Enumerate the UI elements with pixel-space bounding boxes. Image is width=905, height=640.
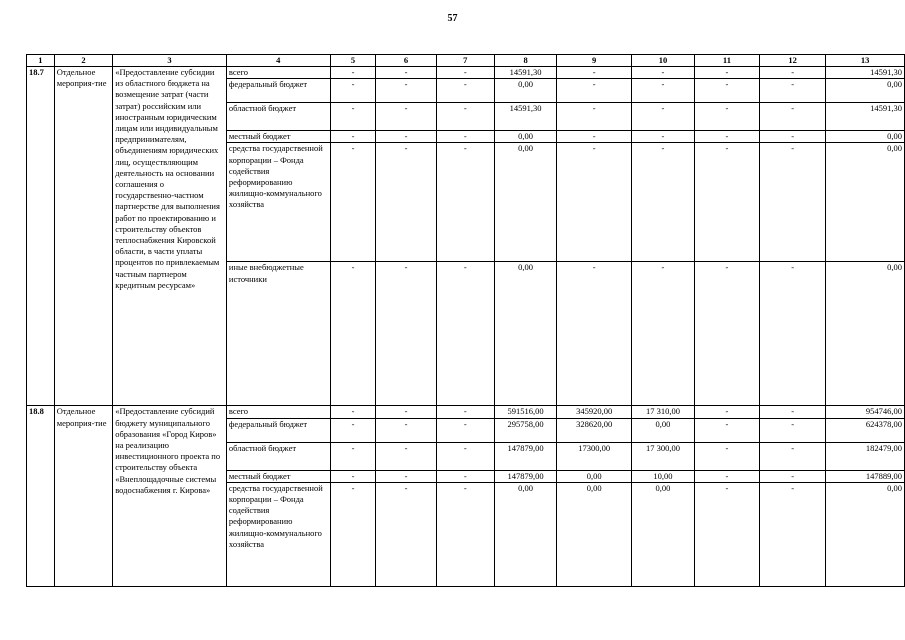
value-cell: -	[557, 79, 632, 103]
value-cell: -	[436, 103, 494, 131]
value-cell: 147879,00	[494, 442, 556, 470]
value-cell: -	[376, 79, 436, 103]
value-cell: -	[436, 131, 494, 143]
value-cell: -	[330, 67, 376, 79]
value-cell: -	[376, 442, 436, 470]
value-cell: -	[436, 79, 494, 103]
value-cell: -	[760, 482, 826, 586]
value-cell: -	[694, 482, 759, 586]
value-cell: -	[376, 143, 436, 262]
header-cell: 4	[226, 55, 330, 67]
funding-source: иные внебюджетные источники	[226, 262, 330, 406]
value-cell: 328620,00	[557, 418, 632, 442]
funding-source: местный бюджет	[226, 131, 330, 143]
header-cell: 12	[760, 55, 826, 67]
header-cell: 5	[330, 55, 376, 67]
value-cell: -	[436, 470, 494, 482]
value-cell: -	[330, 79, 376, 103]
funding-source: средства государственной корпорации – Фонда содействия реформированию жилищно-коммунального хозяйства	[226, 482, 330, 586]
value-cell: -	[694, 103, 759, 131]
value-cell: -	[376, 67, 436, 79]
value-cell: 0,00	[494, 482, 556, 586]
item-type: Отдельное мероприя-тие	[54, 406, 112, 586]
value-cell: -	[760, 79, 826, 103]
total-cell: 0,00	[826, 143, 905, 262]
value-cell: 14591,30	[494, 103, 556, 131]
value-cell: 0,00	[494, 79, 556, 103]
value-cell: -	[694, 442, 759, 470]
page-number: 57	[447, 13, 458, 24]
value-cell: -	[330, 418, 376, 442]
funding-source: федеральный бюджет	[226, 418, 330, 442]
value-cell: -	[760, 67, 826, 79]
header-cell: 7	[436, 55, 494, 67]
value-cell: -	[436, 482, 494, 586]
value-cell: -	[694, 418, 759, 442]
value-cell: -	[376, 470, 436, 482]
value-cell: -	[376, 262, 436, 406]
value-cell: -	[330, 442, 376, 470]
value-cell: -	[694, 406, 759, 418]
funding-source: средства государственной корпорации – Фонда содействия реформированию жилищно-коммунального хозяйства	[226, 143, 330, 262]
header-cell: 8	[494, 55, 556, 67]
value-cell: -	[557, 67, 632, 79]
value-cell: -	[760, 103, 826, 131]
value-cell: 10,00	[632, 470, 695, 482]
value-cell: -	[330, 470, 376, 482]
total-cell: 624378,00	[826, 418, 905, 442]
value-cell: 0,00	[632, 418, 695, 442]
funding-source: всего	[226, 406, 330, 418]
header-cell: 3	[113, 55, 227, 67]
value-cell: -	[632, 143, 695, 262]
header-cell: 10	[632, 55, 695, 67]
header-cell: 13	[826, 55, 905, 67]
value-cell: -	[330, 406, 376, 418]
value-cell: -	[436, 262, 494, 406]
value-cell: -	[436, 418, 494, 442]
value-cell: -	[436, 406, 494, 418]
header-cell: 6	[376, 55, 436, 67]
value-cell: -	[330, 103, 376, 131]
header-cell: 11	[694, 55, 759, 67]
value-cell: 17 310,00	[632, 406, 695, 418]
budget-table	[26, 54, 905, 587]
value-cell: -	[694, 262, 759, 406]
value-cell: -	[632, 79, 695, 103]
value-cell: -	[760, 470, 826, 482]
value-cell: -	[694, 67, 759, 79]
value-cell: -	[632, 67, 695, 79]
value-cell: 0,00	[632, 482, 695, 586]
item-title: «Предоставление субсидий бюджету муниципального образования «Город Киров» на реализацию инвестиционного проекта по строительству объекта «Внеплощадочные системы водоснабжения г. Кирова»	[113, 406, 227, 586]
total-cell: 0,00	[826, 262, 905, 406]
value-cell: 0,00	[494, 262, 556, 406]
value-cell: 0,00	[494, 131, 556, 143]
value-cell: 0,00	[494, 143, 556, 262]
value-cell: 0,00	[557, 470, 632, 482]
value-cell: -	[694, 131, 759, 143]
value-cell: -	[694, 143, 759, 262]
value-cell: -	[694, 79, 759, 103]
value-cell: -	[760, 406, 826, 418]
value-cell: -	[376, 482, 436, 586]
value-cell: 0,00	[557, 482, 632, 586]
total-cell: 0,00	[826, 131, 905, 143]
value-cell: -	[436, 442, 494, 470]
value-cell: -	[376, 406, 436, 418]
value-cell: 17 300,00	[632, 442, 695, 470]
value-cell: -	[557, 103, 632, 131]
value-cell: -	[760, 143, 826, 262]
value-cell: -	[632, 131, 695, 143]
header-cell: 1	[27, 55, 55, 67]
value-cell: 14591,30	[494, 67, 556, 79]
value-cell: -	[436, 67, 494, 79]
value-cell: -	[760, 262, 826, 406]
value-cell: -	[760, 442, 826, 470]
value-cell: -	[694, 470, 759, 482]
total-cell: 0,00	[826, 482, 905, 586]
value-cell: 147879,00	[494, 470, 556, 482]
value-cell: 17300,00	[557, 442, 632, 470]
value-cell: -	[632, 103, 695, 131]
table-row	[27, 406, 905, 418]
table-row	[27, 67, 905, 79]
value-cell: -	[760, 131, 826, 143]
funding-source: всего	[226, 67, 330, 79]
value-cell: -	[330, 262, 376, 406]
value-cell: -	[330, 482, 376, 586]
value-cell: -	[376, 418, 436, 442]
funding-source: областной бюджет	[226, 103, 330, 131]
value-cell: -	[436, 143, 494, 262]
funding-source: федеральный бюджет	[226, 79, 330, 103]
funding-source: местный бюджет	[226, 470, 330, 482]
value-cell: -	[557, 262, 632, 406]
item-number: 18.7	[27, 67, 55, 406]
value-cell: 345920,00	[557, 406, 632, 418]
value-cell: -	[632, 262, 695, 406]
header-cell: 9	[557, 55, 632, 67]
value-cell: -	[760, 418, 826, 442]
item-title: «Предоставление субсидии из областного бюджета на возмещение затрат (части затрат) российским или иностранным юридическим лицам или индивидуальным предпринимателям, объединениям юридических лиц, осуществляющим деятельность на основании соглашения о государственно-частном партнерстве для выполнения работ по проектированию и строительству объектов теплоснабжения Кировской области, в части уплаты процентов по привлекаемым частным партнером кредитным ресурсам»	[113, 67, 227, 406]
value-cell: 591516,00	[494, 406, 556, 418]
item-number: 18.8	[27, 406, 55, 586]
total-cell: 182479,00	[826, 442, 905, 470]
total-cell: 0,00	[826, 79, 905, 103]
value-cell: -	[376, 131, 436, 143]
header-row	[27, 55, 905, 67]
value-cell: -	[330, 143, 376, 262]
header-cell: 2	[54, 55, 112, 67]
value-cell: -	[557, 143, 632, 262]
value-cell: -	[376, 103, 436, 131]
value-cell: -	[330, 131, 376, 143]
total-cell: 147889,00	[826, 470, 905, 482]
total-cell: 954746,00	[826, 406, 905, 418]
total-cell: 14591,30	[826, 103, 905, 131]
value-cell: 295758,00	[494, 418, 556, 442]
funding-source: областной бюджет	[226, 442, 330, 470]
item-type: Отдельное мероприя-тие	[54, 67, 112, 406]
value-cell: -	[557, 131, 632, 143]
total-cell: 14591,30	[826, 67, 905, 79]
